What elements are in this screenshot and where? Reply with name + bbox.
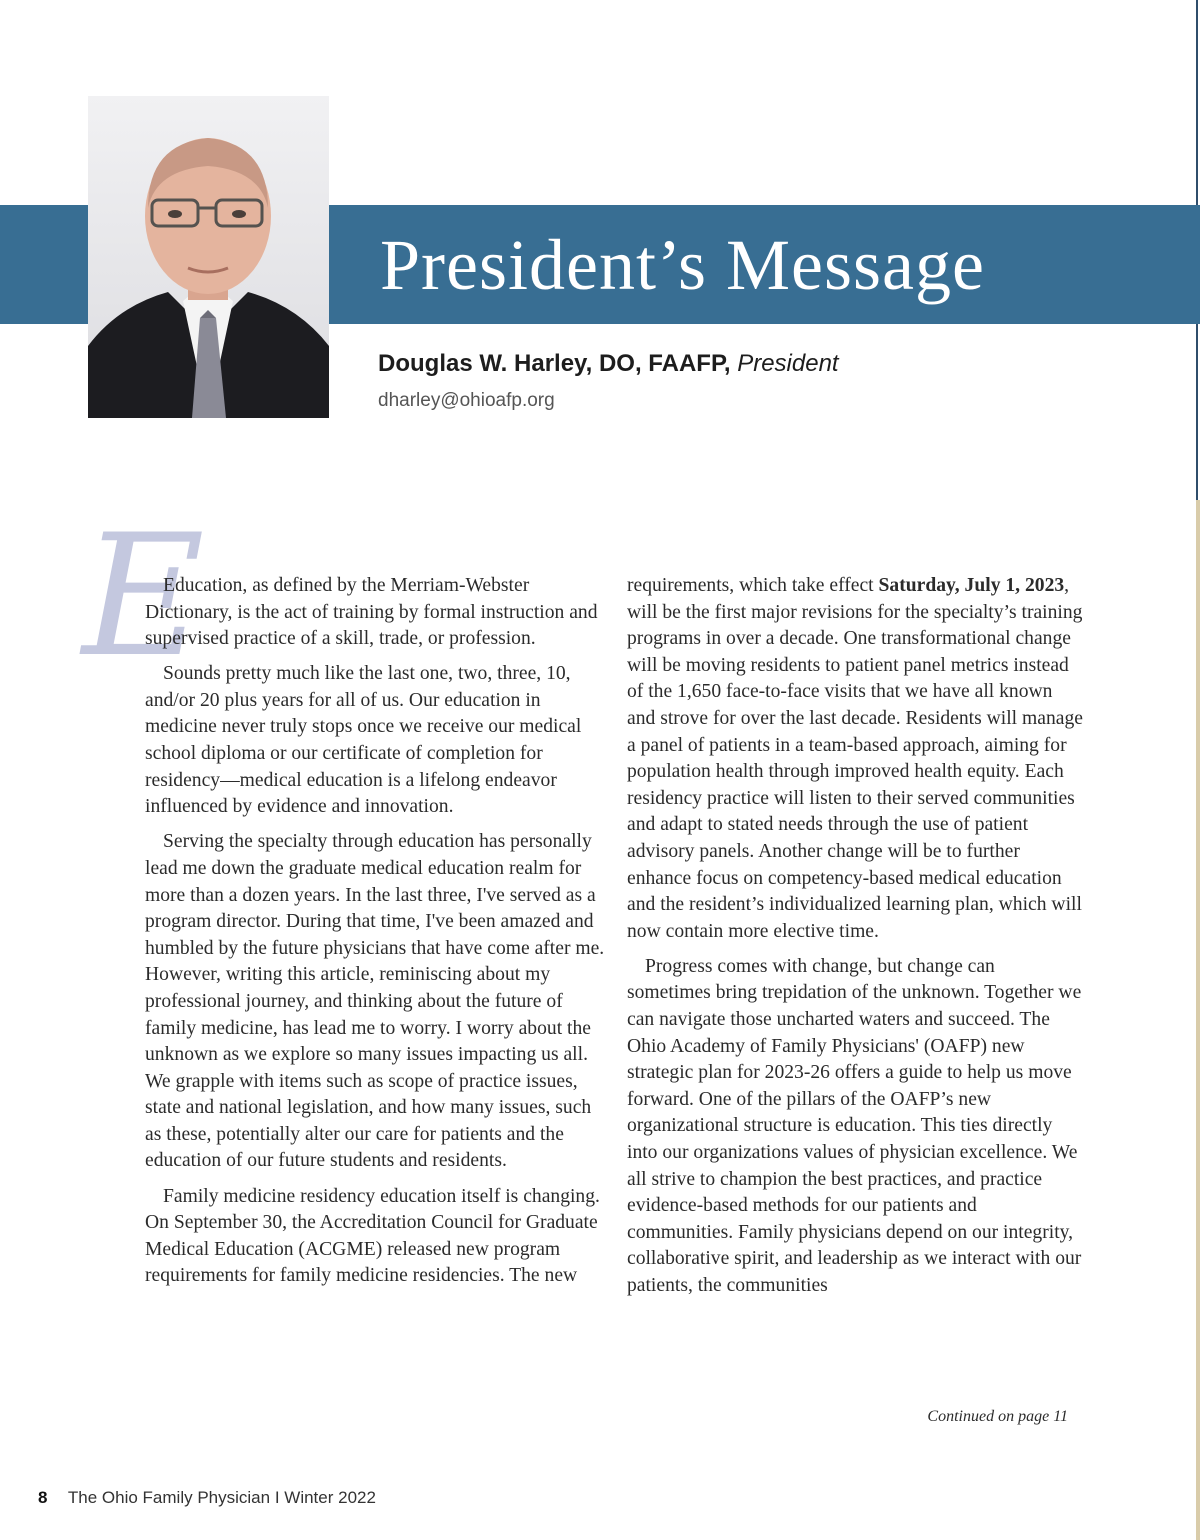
page-footer — [38, 1488, 376, 1508]
publication-name: The Ohio Family Physician — [67, 1488, 271, 1507]
drop-cap: E — [82, 498, 205, 694]
page-title: President’s Message — [380, 225, 985, 305]
author-photo — [88, 96, 329, 418]
page-number: 8 — [38, 1488, 48, 1507]
author-name: Douglas W. Harley, DO, FAAFP, — [378, 350, 731, 377]
effective-date: Saturday, July 1, 2023 — [878, 575, 1065, 596]
article-paragraph — [627, 573, 1083, 945]
footer-separator: I — [274, 1488, 280, 1507]
article-column-left — [145, 573, 607, 1298]
article-paragraph: Progress comes with change, but change can sometimes bring trepidation of the unknown. Together we can navigate those uncharted waters and succeed. The Ohio Academy of Family Physicians' (OAFP) new strategic plan for 2023-26 offers a guide to help us move forward. One of the pillars of the OAFP’s new organizational structure is education. This ties directly into our organizations values of physician excellence. We all strive to champion the best practices, and practice evidence-based methods for our patients and communities. Family physicians depend on our integrity, collaborative spirit, and leadership as we interact with our patients, the communities — [627, 955, 1082, 1296]
article-column-right — [627, 573, 1083, 1308]
article-paragraph: Serving the specialty through education has personally lead me down the graduate medical education realm for more than a dozen years. In the last three, I've served as a program director. During that time, I've been amazed and humbled by the future physicians that have come after me. However, writing this article, reminiscing about my professional journey, and thinking about the future of family medicine, has lead me to worry. I worry about the unknown as we explore so many issues impacting us all. We grapple with items such as scope of practice issues, state and national legislation, and how many issues, such as these, potentially alter our care for patients and the education of our future students and residents. — [145, 831, 605, 1172]
author-email[interactable]: dharley@ohioafp.org — [378, 390, 555, 411]
continued-note: Continued on page 11 — [927, 1408, 1068, 1425]
author-line — [378, 350, 839, 378]
author-role: President — [737, 350, 839, 377]
paragraph-text: requirements, which take effect — [627, 575, 879, 596]
article-paragraph: Family medicine residency education itself is changing. On September 30, the Accreditation Council for Graduate Medical Education (ACGME) released new program requirements for family medicine residencies. The new — [145, 1185, 600, 1287]
page-edge-tint — [1196, 500, 1200, 1540]
article-paragraph: Sounds pretty much like the last one, two, three, 10, and/or 20 plus years for all of us. Our education in medicine never truly stops once we receive our medical school diploma or our certificate of completion for residency—medical education is a lifelong endeavor influenced by evidence and innovation. — [145, 663, 582, 818]
article-paragraph: Education, as defined by the Merriam-Webster Dictionary, is the act of training by formal instruction and supervised practice of a skill, trade, or profession. — [145, 575, 598, 650]
issue-label: Winter 2022 — [284, 1488, 376, 1507]
paragraph-text: , will be the first major revisions for the specialty’s training programs in over a decade. One transformational change will be moving residents to patient panel metrics instead of the 1,650 face-to-face visits that we have all known and strove for over the last decade. Residents will manage a panel of patients in a team-based approach, aiming for population health through improved health equity. Each residency practice will listen to their served communities and adapt to stated needs through the use of patient advisory panels. Another change will be to further enhance focus on competency-based medical education and the resident’s individualized learning plan, which will now contain more elective time. — [627, 575, 1083, 942]
